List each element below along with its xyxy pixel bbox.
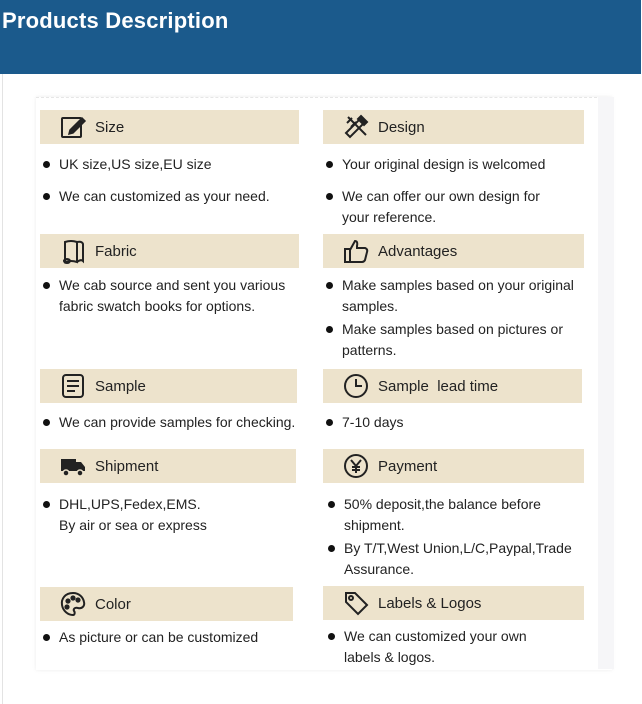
sample-section-header bbox=[40, 369, 297, 403]
bullet bbox=[326, 282, 333, 289]
top-banner bbox=[0, 0, 641, 74]
shipment-item-1: DHL,UPS,Fedex,EMS. By air or sea or express bbox=[43, 494, 298, 536]
card-right-shade bbox=[598, 97, 614, 669]
bullet bbox=[326, 419, 333, 426]
payment-item-2: By T/T,West Union,L/C,Paypal,Trade Assurance. bbox=[328, 538, 586, 580]
edit-icon bbox=[58, 112, 88, 142]
bullet bbox=[328, 501, 335, 508]
sample-title: Sample bbox=[95, 377, 146, 395]
labels-logos-item-1: We can customized your own labels & logos. bbox=[328, 626, 553, 668]
yen-coin-icon bbox=[341, 451, 371, 481]
document-icon bbox=[58, 371, 88, 401]
sample-item-1: We can provide samples for checking. bbox=[43, 412, 313, 433]
clock-icon bbox=[341, 371, 371, 401]
color-title: Color bbox=[95, 595, 131, 613]
shipment-title: Shipment bbox=[95, 457, 159, 475]
size-item-1: UK size,US size,EU size bbox=[43, 154, 298, 175]
size-item-2: We can customized as your need. bbox=[43, 186, 298, 207]
tag-icon bbox=[341, 588, 371, 618]
design-item-1: Your original design is welcomed bbox=[326, 154, 586, 175]
advantages-item-2: Make samples based on pictures or patterns. bbox=[326, 319, 586, 361]
payment-item-1: 50% deposit,the balance before shipment. bbox=[328, 494, 586, 536]
bullet bbox=[43, 501, 50, 508]
color-section-header bbox=[40, 587, 293, 621]
truck-icon bbox=[58, 451, 88, 481]
sample-lead-time-title: Sample lead time bbox=[378, 377, 499, 395]
bullet bbox=[43, 634, 50, 641]
bullet bbox=[43, 161, 50, 168]
payment-section-header bbox=[323, 449, 584, 483]
advantages-item-1: Make samples based on your original samples. bbox=[326, 275, 586, 317]
advantages-section-header bbox=[323, 234, 584, 268]
sample-lead-time-section-header bbox=[323, 369, 582, 403]
labels-logos-title: Labels & Logos bbox=[378, 594, 482, 612]
thumbs-up-icon bbox=[341, 236, 371, 266]
color-item-1: As picture or can be customized bbox=[43, 627, 298, 648]
fabric-book-icon bbox=[58, 236, 88, 266]
fabric-section-header bbox=[40, 234, 299, 268]
design-item-2: We can offer our own design for your reference. bbox=[326, 186, 566, 228]
bullet bbox=[43, 419, 50, 426]
design-tools-icon bbox=[341, 112, 371, 142]
sample-lead-time-item-1: 7-10 days bbox=[326, 412, 586, 433]
size-title: Size bbox=[95, 118, 125, 136]
palette-icon bbox=[58, 589, 88, 619]
bullet bbox=[43, 282, 50, 289]
bullet bbox=[326, 326, 333, 333]
design-section-header bbox=[323, 110, 584, 144]
design-title: Design bbox=[378, 118, 425, 136]
bullet bbox=[326, 161, 333, 168]
bullet bbox=[328, 545, 335, 552]
shipment-section-header bbox=[40, 449, 296, 483]
fabric-item-1: We cab source and sent you various fabric swatch books for options. bbox=[43, 275, 298, 317]
page-title: Products Description bbox=[2, 8, 229, 33]
left-divider bbox=[2, 74, 3, 704]
bullet bbox=[326, 193, 333, 200]
advantages-title: Advantages bbox=[378, 242, 458, 260]
size-section-header bbox=[40, 110, 299, 144]
bullet bbox=[328, 633, 335, 640]
fabric-title: Fabric bbox=[95, 242, 137, 260]
labels-logos-section-header bbox=[323, 586, 584, 620]
payment-title: Payment bbox=[378, 457, 438, 475]
bullet bbox=[43, 193, 50, 200]
